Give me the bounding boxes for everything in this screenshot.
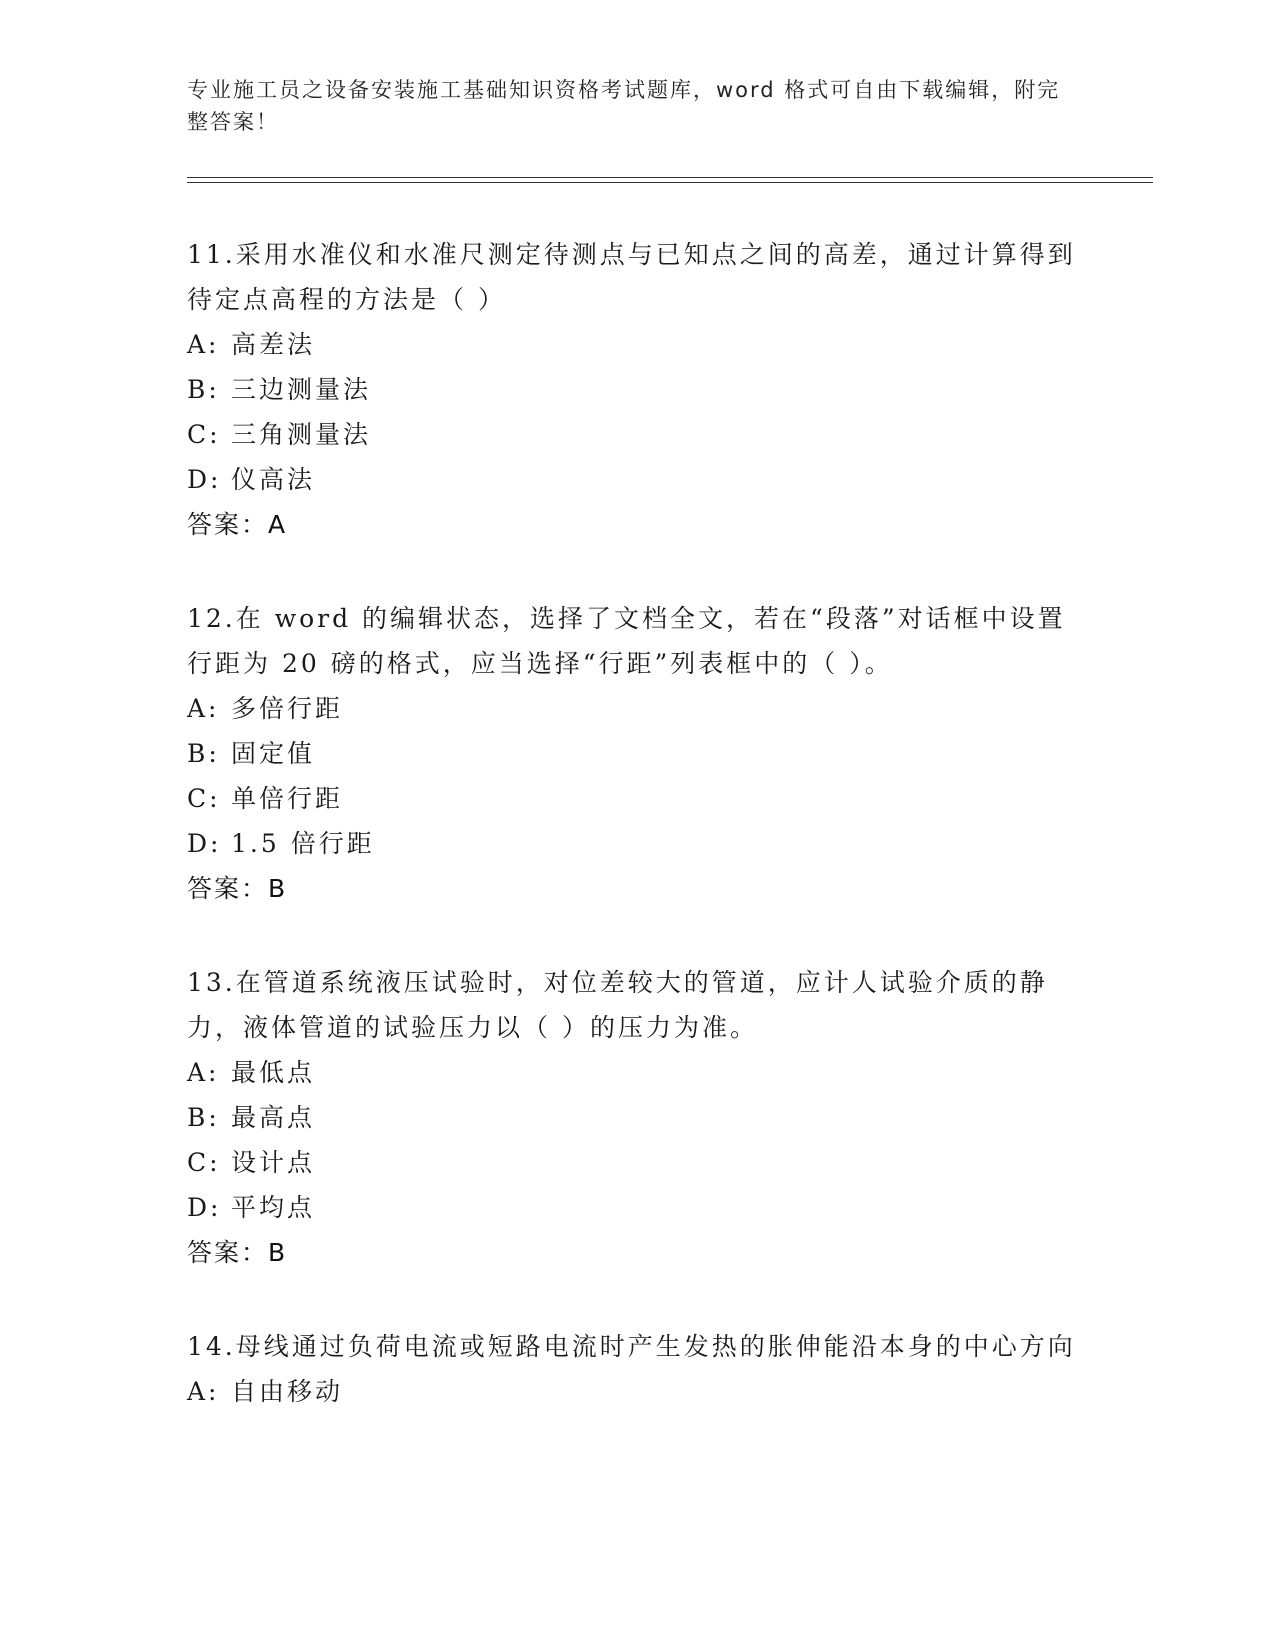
question-stem: 13.在管道系统液压试验时，对位差较大的管道，应计人试验介质的静力，液体管道的试验压力以（ ）的压力为准。 bbox=[187, 968, 1048, 1042]
question-12 bbox=[187, 596, 1087, 911]
question-stem: 11.采用水准仪和水准尺测定待测点与已知点之间的高差，通过计算得到待定点高程的方法是（ ） bbox=[187, 240, 1076, 314]
option-letter: D: bbox=[187, 1193, 222, 1222]
option-text: 三角测量法 bbox=[231, 420, 372, 449]
option-text: 最高点 bbox=[231, 1103, 316, 1132]
option-c bbox=[187, 412, 1087, 457]
option-letter: D: bbox=[187, 465, 222, 494]
option-letter: C: bbox=[187, 1148, 221, 1177]
option-d bbox=[187, 1185, 1087, 1230]
option-a bbox=[187, 322, 1087, 367]
question-11 bbox=[187, 232, 1087, 547]
option-letter: C: bbox=[187, 784, 221, 813]
option-letter: B: bbox=[187, 1103, 220, 1132]
option-text: 1.5 倍行距 bbox=[231, 829, 375, 858]
option-letter: A: bbox=[187, 694, 220, 723]
option-text: 单倍行距 bbox=[231, 784, 344, 813]
option-letter: B: bbox=[187, 375, 220, 404]
option-letter: C: bbox=[187, 420, 221, 449]
option-d bbox=[187, 821, 1087, 866]
option-b bbox=[187, 367, 1087, 412]
question-stem: 12.在 word 的编辑状态，选择了文档全文，若在“段落”对话框中设置行距为 20 磅的格式，应当选择“行距”列表框中的（ ）。 bbox=[187, 604, 1066, 678]
header-divider-top bbox=[187, 177, 1153, 178]
option-c bbox=[187, 776, 1087, 821]
option-letter: A: bbox=[187, 1377, 220, 1406]
document-header: 专业施工员之设备安装施工基础知识资格考试题库，word 格式可自由下载编辑，附完整答案！ bbox=[187, 78, 1061, 134]
answer-line: 答案：B bbox=[187, 874, 288, 903]
answer-line: 答案：B bbox=[187, 1238, 288, 1267]
option-text: 高差法 bbox=[231, 330, 316, 359]
option-a bbox=[187, 1369, 1087, 1414]
option-b bbox=[187, 1095, 1087, 1140]
answer-line: 答案：A bbox=[187, 510, 288, 539]
option-text: 设计点 bbox=[231, 1148, 316, 1177]
option-a bbox=[187, 686, 1087, 731]
option-text: 多倍行距 bbox=[231, 694, 344, 723]
option-b bbox=[187, 731, 1087, 776]
option-text: 固定值 bbox=[231, 739, 316, 768]
option-letter: D: bbox=[187, 829, 222, 858]
option-a bbox=[187, 1050, 1087, 1095]
option-text: 仪高法 bbox=[231, 465, 316, 494]
option-letter: A: bbox=[187, 1058, 220, 1087]
option-text: 平均点 bbox=[231, 1193, 316, 1222]
option-letter: B: bbox=[187, 739, 220, 768]
question-stem: 14.母线通过负荷电流或短路电流时产生发热的胀伸能沿本身的中心方向 bbox=[187, 1332, 1076, 1361]
header-divider-bottom bbox=[187, 182, 1153, 183]
option-letter: A: bbox=[187, 330, 220, 359]
option-d bbox=[187, 457, 1087, 502]
option-text: 最低点 bbox=[231, 1058, 316, 1087]
option-c bbox=[187, 1140, 1087, 1185]
option-text: 三边测量法 bbox=[231, 375, 372, 404]
option-text: 自由移动 bbox=[231, 1377, 344, 1406]
question-13 bbox=[187, 960, 1087, 1275]
question-14 bbox=[187, 1324, 1087, 1414]
